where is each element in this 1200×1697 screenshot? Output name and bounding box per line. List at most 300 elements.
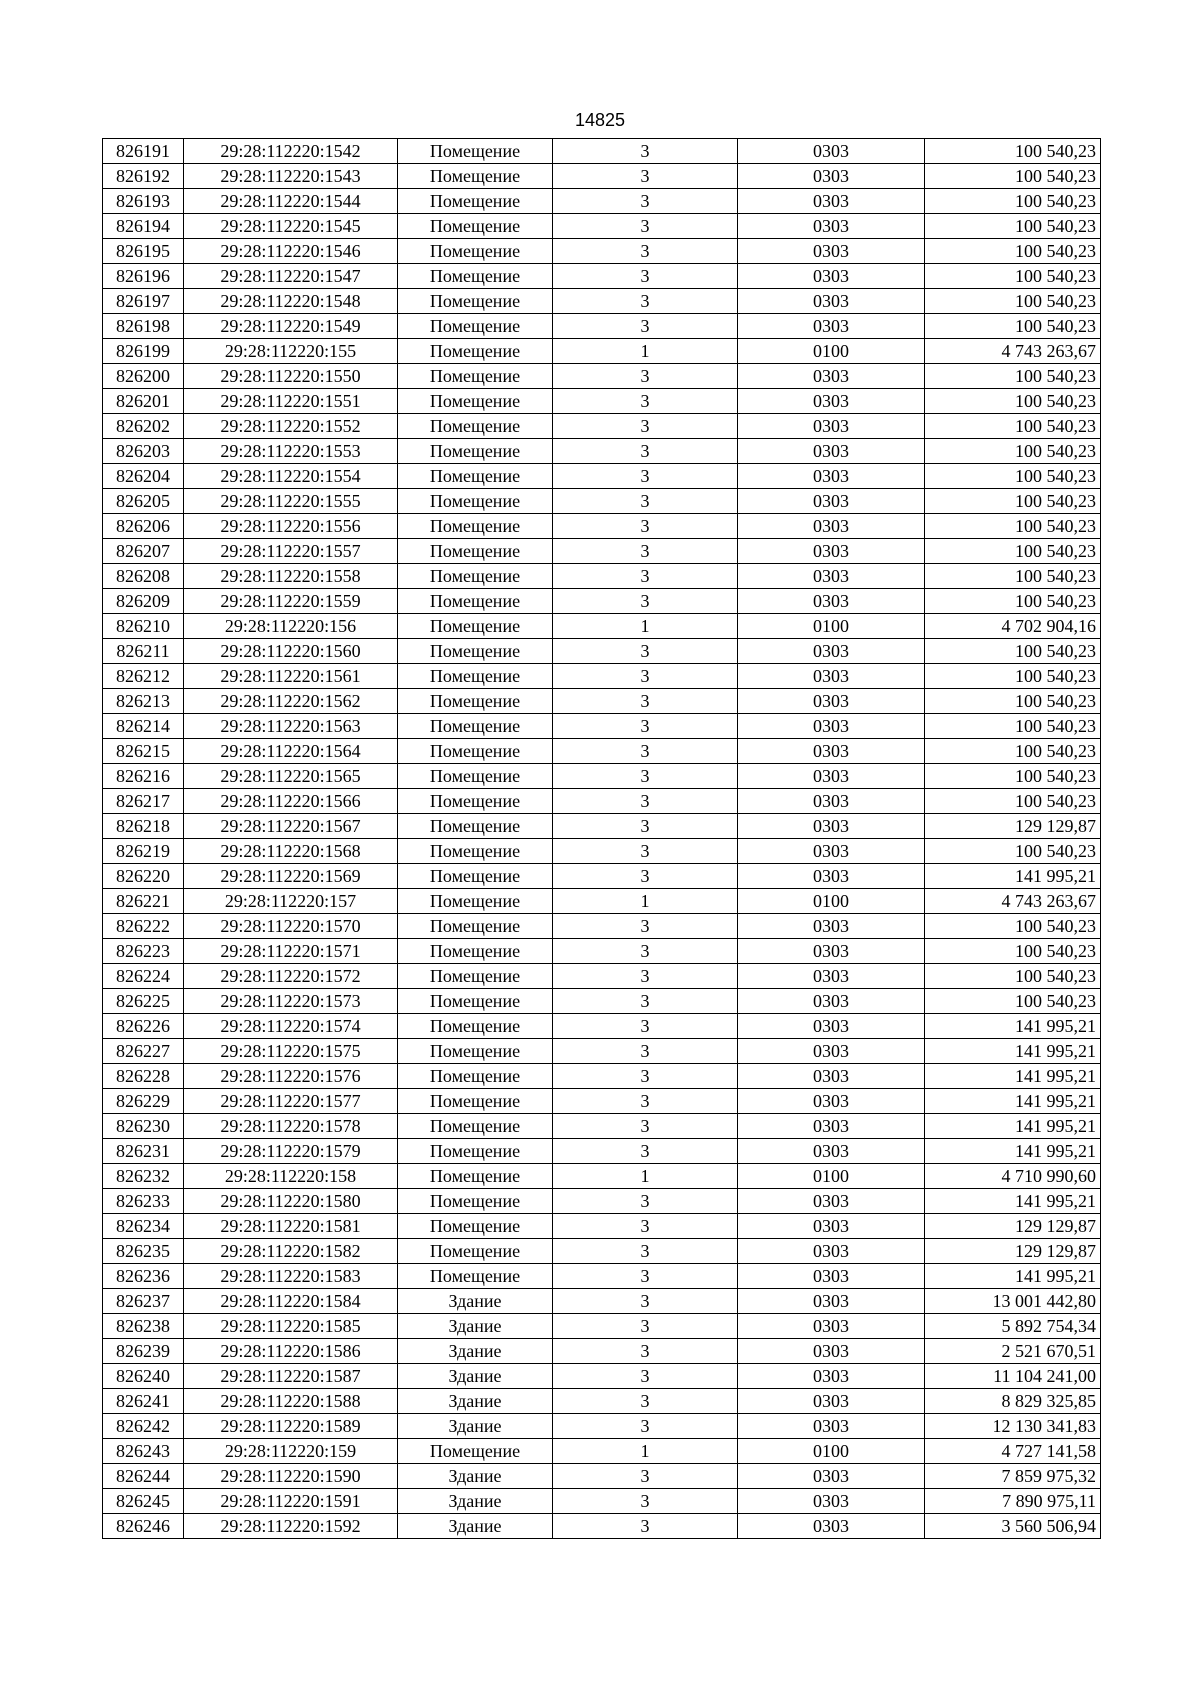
object-type-cell: Помещение bbox=[398, 564, 553, 589]
group-code-cell: 3 bbox=[553, 1189, 738, 1214]
object-type-cell: Помещение bbox=[398, 1264, 553, 1289]
object-type-cell: Здание bbox=[398, 1489, 553, 1514]
group-code-cell: 3 bbox=[553, 739, 738, 764]
group-code-cell: 3 bbox=[553, 164, 738, 189]
cadastral-value-cell: 141 995,21 bbox=[925, 1039, 1101, 1064]
table-row bbox=[103, 164, 1101, 189]
cadastral-number-cell: 29:28:112220:1560 bbox=[184, 639, 398, 664]
object-type-cell: Помещение bbox=[398, 189, 553, 214]
cadastral-value-cell: 100 540,23 bbox=[925, 189, 1101, 214]
cadastral-value-cell: 141 995,21 bbox=[925, 1264, 1101, 1289]
segment-code-cell: 0100 bbox=[738, 889, 925, 914]
group-code-cell: 1 bbox=[553, 1439, 738, 1464]
cadastral-value-cell: 141 995,21 bbox=[925, 1014, 1101, 1039]
object-type-cell: Здание bbox=[398, 1414, 553, 1439]
group-code-cell: 1 bbox=[553, 889, 738, 914]
table-row bbox=[103, 1289, 1101, 1314]
table-row bbox=[103, 364, 1101, 389]
group-code-cell: 3 bbox=[553, 289, 738, 314]
object-type-cell: Помещение bbox=[398, 264, 553, 289]
segment-code-cell: 0303 bbox=[738, 939, 925, 964]
object-type-cell: Помещение bbox=[398, 1064, 553, 1089]
cadastral-number-cell: 29:28:112220:1587 bbox=[184, 1364, 398, 1389]
group-code-cell: 3 bbox=[553, 1364, 738, 1389]
group-code-cell: 3 bbox=[553, 1514, 738, 1539]
object-type-cell: Помещение bbox=[398, 764, 553, 789]
segment-code-cell: 0303 bbox=[738, 664, 925, 689]
group-code-cell: 3 bbox=[553, 364, 738, 389]
cadastral-value-cell: 141 995,21 bbox=[925, 1089, 1101, 1114]
cadastral-number-cell: 29:28:112220:1580 bbox=[184, 1189, 398, 1214]
cadastral-number-cell: 29:28:112220:1582 bbox=[184, 1239, 398, 1264]
table-row bbox=[103, 464, 1101, 489]
table-row bbox=[103, 539, 1101, 564]
row-number-cell: 826196 bbox=[103, 264, 184, 289]
cadastral-value-cell: 100 540,23 bbox=[925, 964, 1101, 989]
segment-code-cell: 0303 bbox=[738, 714, 925, 739]
group-code-cell: 3 bbox=[553, 464, 738, 489]
table-row bbox=[103, 1189, 1101, 1214]
table-row bbox=[103, 1314, 1101, 1339]
segment-code-cell: 0303 bbox=[738, 764, 925, 789]
row-number-cell: 826220 bbox=[103, 864, 184, 889]
table-row bbox=[103, 514, 1101, 539]
row-number-cell: 826198 bbox=[103, 314, 184, 339]
row-number-cell: 826195 bbox=[103, 239, 184, 264]
cadastral-value-cell: 8 829 325,85 bbox=[925, 1389, 1101, 1414]
segment-code-cell: 0303 bbox=[738, 489, 925, 514]
row-number-cell: 826222 bbox=[103, 914, 184, 939]
cadastral-value-cell: 100 540,23 bbox=[925, 364, 1101, 389]
object-type-cell: Помещение bbox=[398, 239, 553, 264]
group-code-cell: 1 bbox=[553, 614, 738, 639]
segment-code-cell: 0303 bbox=[738, 964, 925, 989]
object-type-cell: Помещение bbox=[398, 414, 553, 439]
cadastral-number-cell: 29:28:112220:1544 bbox=[184, 189, 398, 214]
group-code-cell: 3 bbox=[553, 539, 738, 564]
cadastral-number-cell: 29:28:112220:1562 bbox=[184, 689, 398, 714]
cadastral-value-cell: 100 540,23 bbox=[925, 264, 1101, 289]
cadastral-value-cell: 100 540,23 bbox=[925, 164, 1101, 189]
segment-code-cell: 0303 bbox=[738, 314, 925, 339]
segment-code-cell: 0303 bbox=[738, 289, 925, 314]
cadastral-number-cell: 29:28:112220:1547 bbox=[184, 264, 398, 289]
cadastral-number-cell: 29:28:112220:1543 bbox=[184, 164, 398, 189]
row-number-cell: 826240 bbox=[103, 1364, 184, 1389]
cadastral-number-cell: 29:28:112220:157 bbox=[184, 889, 398, 914]
segment-code-cell: 0303 bbox=[738, 439, 925, 464]
cadastral-value-cell: 3 560 506,94 bbox=[925, 1514, 1101, 1539]
table-row bbox=[103, 1214, 1101, 1239]
group-code-cell: 3 bbox=[553, 264, 738, 289]
row-number-cell: 826239 bbox=[103, 1339, 184, 1364]
segment-code-cell: 0303 bbox=[738, 989, 925, 1014]
cadastral-value-cell: 129 129,87 bbox=[925, 814, 1101, 839]
row-number-cell: 826215 bbox=[103, 739, 184, 764]
row-number-cell: 826246 bbox=[103, 1514, 184, 1539]
group-code-cell: 3 bbox=[553, 1339, 738, 1364]
cadastral-number-cell: 29:28:112220:1556 bbox=[184, 514, 398, 539]
cadastral-value-cell: 100 540,23 bbox=[925, 839, 1101, 864]
cadastral-value-cell: 4 743 263,67 bbox=[925, 339, 1101, 364]
segment-code-cell: 0303 bbox=[738, 1014, 925, 1039]
segment-code-cell: 0100 bbox=[738, 339, 925, 364]
object-type-cell: Помещение bbox=[398, 589, 553, 614]
row-number-cell: 826200 bbox=[103, 364, 184, 389]
table-row bbox=[103, 839, 1101, 864]
cadastral-number-cell: 29:28:112220:1573 bbox=[184, 989, 398, 1014]
row-number-cell: 826242 bbox=[103, 1414, 184, 1439]
row-number-cell: 826229 bbox=[103, 1089, 184, 1114]
table-row bbox=[103, 1164, 1101, 1189]
cadastral-number-cell: 29:28:112220:1591 bbox=[184, 1489, 398, 1514]
segment-code-cell: 0303 bbox=[738, 1189, 925, 1214]
group-code-cell: 3 bbox=[553, 689, 738, 714]
row-number-cell: 826202 bbox=[103, 414, 184, 439]
segment-code-cell: 0303 bbox=[738, 1414, 925, 1439]
row-number-cell: 826232 bbox=[103, 1164, 184, 1189]
table-row bbox=[103, 239, 1101, 264]
table-row bbox=[103, 889, 1101, 914]
table-row bbox=[103, 1489, 1101, 1514]
group-code-cell: 3 bbox=[553, 514, 738, 539]
row-number-cell: 826244 bbox=[103, 1464, 184, 1489]
table-row bbox=[103, 1339, 1101, 1364]
cadastral-number-cell: 29:28:112220:1577 bbox=[184, 1089, 398, 1114]
row-number-cell: 826206 bbox=[103, 514, 184, 539]
segment-code-cell: 0303 bbox=[738, 264, 925, 289]
object-type-cell: Здание bbox=[398, 1464, 553, 1489]
cadastral-value-cell: 100 540,23 bbox=[925, 489, 1101, 514]
object-type-cell: Помещение bbox=[398, 889, 553, 914]
page-number: 14825 bbox=[574, 110, 626, 130]
cadastral-number-cell: 29:28:112220:1576 bbox=[184, 1064, 398, 1089]
cadastral-value-cell: 100 540,23 bbox=[925, 439, 1101, 464]
group-code-cell: 3 bbox=[553, 789, 738, 814]
registry-table bbox=[102, 138, 1101, 1539]
object-type-cell: Помещение bbox=[398, 664, 553, 689]
cadastral-value-cell: 141 995,21 bbox=[925, 1139, 1101, 1164]
object-type-cell: Помещение bbox=[398, 214, 553, 239]
object-type-cell: Помещение bbox=[398, 439, 553, 464]
table-row bbox=[103, 1364, 1101, 1389]
table-row bbox=[103, 314, 1101, 339]
segment-code-cell: 0303 bbox=[738, 564, 925, 589]
cadastral-number-cell: 29:28:112220:1588 bbox=[184, 1389, 398, 1414]
table-row bbox=[103, 1439, 1101, 1464]
table-row bbox=[103, 1264, 1101, 1289]
object-type-cell: Помещение bbox=[398, 1139, 553, 1164]
group-code-cell: 3 bbox=[553, 314, 738, 339]
segment-code-cell: 0303 bbox=[738, 1339, 925, 1364]
segment-code-cell: 0303 bbox=[738, 464, 925, 489]
segment-code-cell: 0303 bbox=[738, 639, 925, 664]
cadastral-value-cell: 129 129,87 bbox=[925, 1214, 1101, 1239]
cadastral-number-cell: 29:28:112220:1546 bbox=[184, 239, 398, 264]
cadastral-value-cell: 100 540,23 bbox=[925, 989, 1101, 1014]
object-type-cell: Помещение bbox=[398, 1039, 553, 1064]
cadastral-value-cell: 7 890 975,11 bbox=[925, 1489, 1101, 1514]
object-type-cell: Помещение bbox=[398, 489, 553, 514]
row-number-cell: 826234 bbox=[103, 1214, 184, 1239]
cadastral-number-cell: 29:28:112220:1584 bbox=[184, 1289, 398, 1314]
table-row bbox=[103, 1114, 1101, 1139]
row-number-cell: 826212 bbox=[103, 664, 184, 689]
cadastral-value-cell: 4 702 904,16 bbox=[925, 614, 1101, 639]
segment-code-cell: 0303 bbox=[738, 914, 925, 939]
table-row bbox=[103, 714, 1101, 739]
segment-code-cell: 0303 bbox=[738, 1289, 925, 1314]
group-code-cell: 3 bbox=[553, 764, 738, 789]
object-type-cell: Помещение bbox=[398, 639, 553, 664]
table-row bbox=[103, 589, 1101, 614]
row-number-cell: 826226 bbox=[103, 1014, 184, 1039]
cadastral-value-cell: 100 540,23 bbox=[925, 289, 1101, 314]
group-code-cell: 3 bbox=[553, 589, 738, 614]
segment-code-cell: 0303 bbox=[738, 164, 925, 189]
cadastral-value-cell: 7 859 975,32 bbox=[925, 1464, 1101, 1489]
table-row bbox=[103, 564, 1101, 589]
object-type-cell: Помещение bbox=[398, 1189, 553, 1214]
segment-code-cell: 0303 bbox=[738, 514, 925, 539]
group-code-cell: 3 bbox=[553, 1139, 738, 1164]
group-code-cell: 3 bbox=[553, 1239, 738, 1264]
segment-code-cell: 0303 bbox=[738, 1039, 925, 1064]
object-type-cell: Помещение bbox=[398, 714, 553, 739]
row-number-cell: 826209 bbox=[103, 589, 184, 614]
group-code-cell: 3 bbox=[553, 989, 738, 1014]
table-row bbox=[103, 764, 1101, 789]
segment-code-cell: 0100 bbox=[738, 1439, 925, 1464]
segment-code-cell: 0303 bbox=[738, 364, 925, 389]
cadastral-number-cell: 29:28:112220:1579 bbox=[184, 1139, 398, 1164]
cadastral-number-cell: 29:28:112220:1572 bbox=[184, 964, 398, 989]
cadastral-number-cell: 29:28:112220:1555 bbox=[184, 489, 398, 514]
table-row bbox=[103, 1514, 1101, 1539]
table-row bbox=[103, 1014, 1101, 1039]
object-type-cell: Помещение bbox=[398, 139, 553, 164]
group-code-cell: 3 bbox=[553, 664, 738, 689]
group-code-cell: 3 bbox=[553, 489, 738, 514]
table-row bbox=[103, 189, 1101, 214]
table-row bbox=[103, 1139, 1101, 1164]
cadastral-number-cell: 29:28:112220:1561 bbox=[184, 664, 398, 689]
cadastral-value-cell: 100 540,23 bbox=[925, 714, 1101, 739]
cadastral-number-cell: 29:28:112220:1568 bbox=[184, 839, 398, 864]
table-row bbox=[103, 339, 1101, 364]
table-row bbox=[103, 964, 1101, 989]
cadastral-number-cell: 29:28:112220:155 bbox=[184, 339, 398, 364]
row-number-cell: 826219 bbox=[103, 839, 184, 864]
row-number-cell: 826213 bbox=[103, 689, 184, 714]
object-type-cell: Помещение bbox=[398, 539, 553, 564]
table-row bbox=[103, 1039, 1101, 1064]
cadastral-value-cell: 100 540,23 bbox=[925, 239, 1101, 264]
cadastral-value-cell: 100 540,23 bbox=[925, 464, 1101, 489]
segment-code-cell: 0100 bbox=[738, 614, 925, 639]
cadastral-value-cell: 100 540,23 bbox=[925, 939, 1101, 964]
cadastral-number-cell: 29:28:112220:1578 bbox=[184, 1114, 398, 1139]
table-row bbox=[103, 214, 1101, 239]
segment-code-cell: 0303 bbox=[738, 739, 925, 764]
segment-code-cell: 0303 bbox=[738, 589, 925, 614]
group-code-cell: 3 bbox=[553, 839, 738, 864]
segment-code-cell: 0303 bbox=[738, 1514, 925, 1539]
object-type-cell: Помещение bbox=[398, 1089, 553, 1114]
segment-code-cell: 0303 bbox=[738, 1264, 925, 1289]
row-number-cell: 826228 bbox=[103, 1064, 184, 1089]
cadastral-number-cell: 29:28:112220:159 bbox=[184, 1439, 398, 1464]
row-number-cell: 826241 bbox=[103, 1389, 184, 1414]
object-type-cell: Помещение bbox=[398, 339, 553, 364]
cadastral-number-cell: 29:28:112220:1574 bbox=[184, 1014, 398, 1039]
cadastral-number-cell: 29:28:112220:1563 bbox=[184, 714, 398, 739]
cadastral-number-cell: 29:28:112220:156 bbox=[184, 614, 398, 639]
table-row bbox=[103, 389, 1101, 414]
cadastral-number-cell: 29:28:112220:1566 bbox=[184, 789, 398, 814]
cadastral-number-cell: 29:28:112220:1542 bbox=[184, 139, 398, 164]
table-row bbox=[103, 1064, 1101, 1089]
segment-code-cell: 0303 bbox=[738, 189, 925, 214]
segment-code-cell: 0303 bbox=[738, 689, 925, 714]
segment-code-cell: 0100 bbox=[738, 1164, 925, 1189]
table-row bbox=[103, 864, 1101, 889]
group-code-cell: 3 bbox=[553, 964, 738, 989]
table-row bbox=[103, 439, 1101, 464]
object-type-cell: Здание bbox=[398, 1389, 553, 1414]
object-type-cell: Помещение bbox=[398, 814, 553, 839]
cadastral-number-cell: 29:28:112220:1551 bbox=[184, 389, 398, 414]
table-row bbox=[103, 939, 1101, 964]
cadastral-value-cell: 4 727 141,58 bbox=[925, 1439, 1101, 1464]
segment-code-cell: 0303 bbox=[738, 539, 925, 564]
cadastral-number-cell: 29:28:112220:1567 bbox=[184, 814, 398, 839]
registry-rows bbox=[103, 139, 1101, 1539]
row-number-cell: 826192 bbox=[103, 164, 184, 189]
group-code-cell: 3 bbox=[553, 914, 738, 939]
object-type-cell: Помещение bbox=[398, 689, 553, 714]
table-row bbox=[103, 989, 1101, 1014]
row-number-cell: 826221 bbox=[103, 889, 184, 914]
group-code-cell: 3 bbox=[553, 1289, 738, 1314]
cadastral-value-cell: 100 540,23 bbox=[925, 639, 1101, 664]
table-row bbox=[103, 789, 1101, 814]
cadastral-value-cell: 100 540,23 bbox=[925, 514, 1101, 539]
group-code-cell: 3 bbox=[553, 1214, 738, 1239]
object-type-cell: Помещение bbox=[398, 389, 553, 414]
segment-code-cell: 0303 bbox=[738, 1139, 925, 1164]
group-code-cell: 1 bbox=[553, 339, 738, 364]
object-type-cell: Помещение bbox=[398, 1239, 553, 1264]
object-type-cell: Помещение bbox=[398, 914, 553, 939]
object-type-cell: Помещение bbox=[398, 1439, 553, 1464]
segment-code-cell: 0303 bbox=[738, 1364, 925, 1389]
row-number-cell: 826211 bbox=[103, 639, 184, 664]
cadastral-value-cell: 5 892 754,34 bbox=[925, 1314, 1101, 1339]
object-type-cell: Помещение bbox=[398, 964, 553, 989]
row-number-cell: 826204 bbox=[103, 464, 184, 489]
group-code-cell: 3 bbox=[553, 1489, 738, 1514]
object-type-cell: Помещение bbox=[398, 839, 553, 864]
cadastral-value-cell: 141 995,21 bbox=[925, 1189, 1101, 1214]
cadastral-number-cell: 29:28:112220:1545 bbox=[184, 214, 398, 239]
object-type-cell: Помещение bbox=[398, 464, 553, 489]
segment-code-cell: 0303 bbox=[738, 1064, 925, 1089]
cadastral-value-cell: 100 540,23 bbox=[925, 664, 1101, 689]
cadastral-value-cell: 100 540,23 bbox=[925, 214, 1101, 239]
group-code-cell: 3 bbox=[553, 1089, 738, 1114]
object-type-cell: Здание bbox=[398, 1289, 553, 1314]
cadastral-value-cell: 100 540,23 bbox=[925, 314, 1101, 339]
row-number-cell: 826231 bbox=[103, 1139, 184, 1164]
segment-code-cell: 0303 bbox=[738, 1089, 925, 1114]
cadastral-number-cell: 29:28:112220:1552 bbox=[184, 414, 398, 439]
object-type-cell: Помещение bbox=[398, 614, 553, 639]
row-number-cell: 826205 bbox=[103, 489, 184, 514]
row-number-cell: 826218 bbox=[103, 814, 184, 839]
group-code-cell: 3 bbox=[553, 939, 738, 964]
group-code-cell: 3 bbox=[553, 1114, 738, 1139]
object-type-cell: Помещение bbox=[398, 514, 553, 539]
table-row bbox=[103, 1414, 1101, 1439]
object-type-cell: Здание bbox=[398, 1339, 553, 1364]
row-number-cell: 826214 bbox=[103, 714, 184, 739]
row-number-cell: 826194 bbox=[103, 214, 184, 239]
segment-code-cell: 0303 bbox=[738, 1489, 925, 1514]
table-row bbox=[103, 1089, 1101, 1114]
group-code-cell: 3 bbox=[553, 1314, 738, 1339]
row-number-cell: 826243 bbox=[103, 1439, 184, 1464]
group-code-cell: 3 bbox=[553, 1464, 738, 1489]
segment-code-cell: 0303 bbox=[738, 1114, 925, 1139]
cadastral-number-cell: 29:28:112220:1559 bbox=[184, 589, 398, 614]
object-type-cell: Помещение bbox=[398, 1164, 553, 1189]
segment-code-cell: 0303 bbox=[738, 1314, 925, 1339]
cadastral-number-cell: 29:28:112220:1592 bbox=[184, 1514, 398, 1539]
object-type-cell: Помещение bbox=[398, 164, 553, 189]
table-row bbox=[103, 614, 1101, 639]
cadastral-value-cell: 100 540,23 bbox=[925, 539, 1101, 564]
cadastral-number-cell: 29:28:112220:158 bbox=[184, 1164, 398, 1189]
cadastral-value-cell: 141 995,21 bbox=[925, 1064, 1101, 1089]
cadastral-value-cell: 141 995,21 bbox=[925, 864, 1101, 889]
object-type-cell: Помещение bbox=[398, 939, 553, 964]
group-code-cell: 3 bbox=[553, 1264, 738, 1289]
group-code-cell: 3 bbox=[553, 864, 738, 889]
object-type-cell: Помещение bbox=[398, 1014, 553, 1039]
object-type-cell: Здание bbox=[398, 1514, 553, 1539]
table-row bbox=[103, 639, 1101, 664]
segment-code-cell: 0303 bbox=[738, 1464, 925, 1489]
cadastral-value-cell: 100 540,23 bbox=[925, 739, 1101, 764]
cadastral-value-cell: 12 130 341,83 bbox=[925, 1414, 1101, 1439]
cadastral-number-cell: 29:28:112220:1570 bbox=[184, 914, 398, 939]
object-type-cell: Помещение bbox=[398, 289, 553, 314]
segment-code-cell: 0303 bbox=[738, 239, 925, 264]
segment-code-cell: 0303 bbox=[738, 414, 925, 439]
segment-code-cell: 0303 bbox=[738, 214, 925, 239]
segment-code-cell: 0303 bbox=[738, 814, 925, 839]
group-code-cell: 3 bbox=[553, 439, 738, 464]
segment-code-cell: 0303 bbox=[738, 864, 925, 889]
cadastral-value-cell: 100 540,23 bbox=[925, 564, 1101, 589]
row-number-cell: 826227 bbox=[103, 1039, 184, 1064]
cadastral-value-cell: 2 521 670,51 bbox=[925, 1339, 1101, 1364]
row-number-cell: 826191 bbox=[103, 139, 184, 164]
object-type-cell: Помещение bbox=[398, 314, 553, 339]
cadastral-value-cell: 100 540,23 bbox=[925, 389, 1101, 414]
cadastral-number-cell: 29:28:112220:1589 bbox=[184, 1414, 398, 1439]
